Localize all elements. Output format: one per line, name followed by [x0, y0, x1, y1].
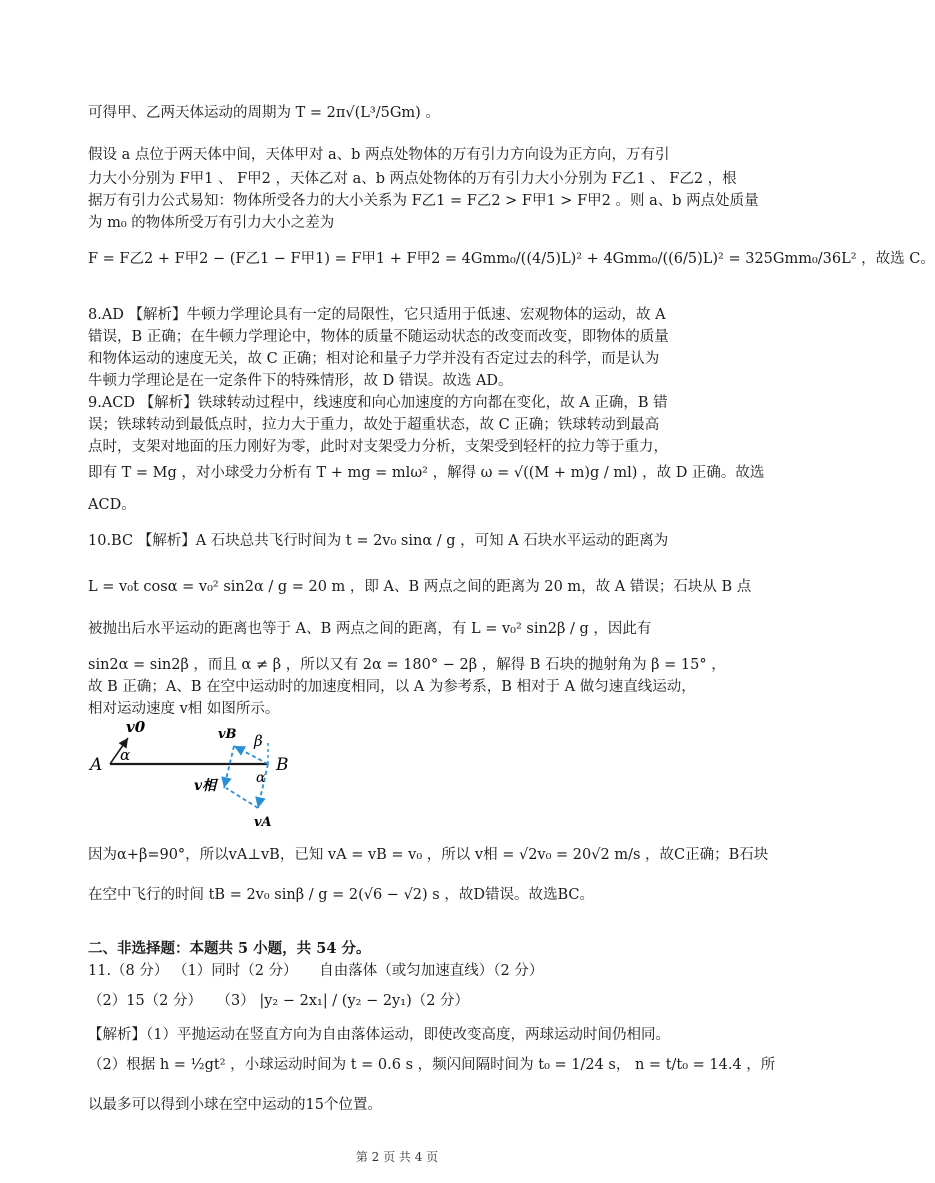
equation-omega: 即有 T = Mg ，对小球受力分析有 T + mg = mlω² ，解得 ω = √((M + m)g / ml) ，故 D 正确。故选 — [88, 465, 765, 481]
point-b-label: B — [276, 755, 289, 775]
equation-distance: L = v₀t cosα = v₀² sin2α / g = 20 m ，即 A、B 两点之间的距离为 20 m，故 A 错误；石块从 B 点 — [88, 579, 752, 595]
vrel-label: v相 — [194, 778, 217, 794]
equation-frames: （2）根据 h = ½gt² ，小球运动时间为 t = 0.6 s ，频闪间隔时间为 t₀ = 1/24 s， n = t/t₀ = 14.4 ，所 — [88, 1057, 776, 1073]
answer-line: （2）15（2 分） （3） |y₂ − 2x₁| / (y₂ − 2y₁)（2 分） — [88, 993, 470, 1009]
equation-distance-b: 被抛出后水平运动的距离也等于 A、B 两点之间的距离，有 L = v₀² sin2β / g ，因此有 — [88, 621, 652, 637]
beta-label: β — [254, 732, 263, 750]
text-line: 错误，B 正确；在牛顿力学理论中，物体的质量不随运动状态的改变而改变，即物体的质量 — [88, 329, 669, 345]
vrel-arrow — [224, 746, 234, 788]
alpha-right-label: α — [256, 770, 266, 786]
text-line: 相对运动速度 v相 如图所示。 — [88, 701, 280, 717]
page-footer: 第 2 页 共 4 页 — [355, 1150, 439, 1164]
text-line: 8.AD 【解析】牛顿力学理论具有一定的局限性，它只适用于低速、宏观物体的运动，故 A — [88, 307, 666, 323]
alpha-left-label: α — [120, 746, 131, 764]
text-line: 力大小分别为 F甲1 、 F甲2 ，天体乙对 a、b 两点处物体的万有引力大小分别为 F乙1 、 F乙2 ，根 — [88, 171, 737, 187]
vb-arrow — [234, 746, 268, 764]
section-heading: 二、非选择题：本题共 5 小题，共 54 分。 — [88, 940, 371, 957]
text-line: 【解析】（1）平抛运动在竖直方向为自由落体运动，即使改变高度，两球运动时间仍相同。 — [88, 1027, 670, 1043]
text-line: 为 m₀ 的物体所受万有引力大小之差为 — [88, 215, 335, 231]
equation-gravity-difference: F = F乙2 + F甲2 − (F乙1 − F甲1) = F甲1 + F甲2 = 4Gmm₀/((4/5)L)² + 4Gmm₀/((6/5)L)² = 325Gmm₀/36L² ，故选 C。 — [88, 251, 935, 267]
text-line: 点时，支架对地面的压力刚好为零，此时对支架受力分析，支架受到轻杆的拉力等于重力， — [88, 439, 668, 455]
equation-vrel: 因为α+β=90°，所以vA⊥vB，已知 vA = vB = v₀ ，所以 v相 = √2v₀ = 20√2 m/s ，故C正确；B石块 — [88, 847, 769, 863]
point-a-label: A — [90, 755, 103, 775]
parallelogram-edge — [226, 788, 258, 808]
text-line: 故 B 正确；A、B 在空中运动时的加速度相同，以 A 为参考系，B 相对于 A 做匀速直线运动， — [88, 679, 696, 695]
text-line: ACD。 — [88, 497, 136, 513]
text-line: sin2α = sin2β ，而且 α ≠ β ，所以又有 2α = 180° − 2β ，解得 B 石块的抛射角为 β = 15° ， — [88, 657, 726, 673]
text-line: 以最多可以得到小球在空中运动的15个位置。 — [88, 1097, 382, 1113]
text-line: 11.（8 分） （1）同时（2 分） 自由落体（或匀加速直线）（2 分） — [88, 963, 544, 979]
text-line: 9.ACD 【解析】铁球转动过程中，线速度和向心加速度的方向都在变化，故 A 正确，B 错 — [88, 395, 668, 411]
va-label: vA — [254, 815, 272, 830]
text-line: 据万有引力公式易知：物体所受各力的大小关系为 F乙1 = F乙2 > F甲1 > F甲2 。则 a、b 两点处质量 — [88, 193, 759, 209]
vb-label: vB — [218, 727, 237, 742]
text-line: 假设 a 点位于两天体中间，天体甲对 a、b 两点处物体的万有引力方向设为正方向，万有引 — [88, 147, 670, 163]
velocity-diagram — [86, 716, 308, 834]
equation-tb: 在空中飞行的时间 tB = 2v₀ sinβ / g = 2(√6 − √2) s ，故D错误。故选BC。 — [88, 887, 594, 903]
text-line: 可得甲、乙两天体运动的周期为 T = 2π√(L³/5Gm) 。 — [88, 105, 440, 121]
text-line: 牛顿力学理论是在一定条件下的特殊情形，故 D 错误。故选 AD。 — [88, 373, 513, 389]
v0-label: v0 — [126, 718, 146, 736]
text-line: 和物体运动的速度无关，故 C 正确；相对论和量子力学并没有否定过去的科学，而是认为 — [88, 351, 660, 367]
equation-flight-time: 10.BC 【解析】A 石块总共飞行时间为 t = 2v₀ sinα / g ，可知 A 石块水平运动的距离为 — [88, 533, 669, 549]
text-line: 误；铁球转动到最低点时，拉力大于重力，故处于超重状态，故 C 正确；铁球转动到最高 — [88, 417, 660, 433]
